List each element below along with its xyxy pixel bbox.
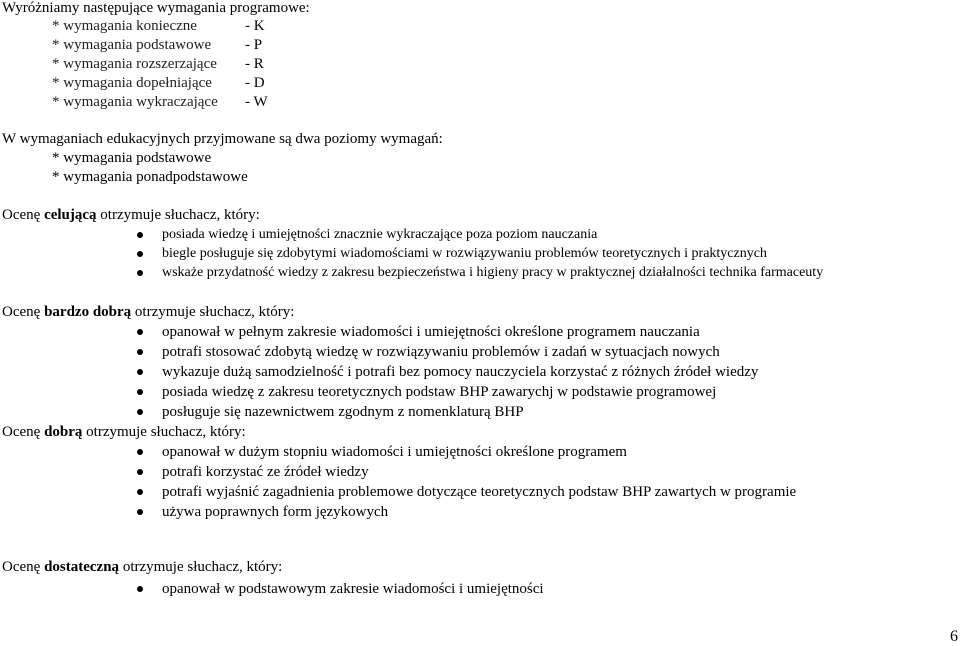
grade-prefix: Ocenę <box>2 559 45 575</box>
list-item: posługuje się nazewnictwem zgodnym z nomenklaturą BHP <box>162 404 524 420</box>
level-name: * wymagania dopełniające <box>52 75 212 91</box>
list-item: posiada wiedzę z zakresu teoretycznych podstaw BHP zawarychj w podstawie programowej <box>162 384 717 400</box>
grade-name: dostateczną <box>44 559 120 575</box>
bullet-icon <box>137 369 143 375</box>
list-item: biegle posługuje się zdobytymi wiadomościami w rozwiązywaniu problemów teoretycznych i praktycznych <box>162 246 767 261</box>
grade-prefix: Ocenę <box>2 207 45 223</box>
list-item: wykazuje dużą samodzielność i potrafi bez pomocy nauczyciela korzystać z różnych źródeł wiedzy <box>162 364 759 380</box>
list-item: posiada wiedzę i umiejętności znacznie wykraczające poza poziom nauczania <box>162 227 598 242</box>
grade-heading-celujaca <box>2 206 260 224</box>
grade-heading-dobra <box>2 423 246 441</box>
grade-name: dobrą <box>44 424 83 440</box>
level-code: - R <box>245 56 264 72</box>
grade-suffix: otrzymuje słuchacz, który: <box>96 207 260 223</box>
level-code: - D <box>245 75 265 91</box>
list-item: potrafi wyjaśnić zagadnienia problemowe dotyczące teoretycznych podstaw BHP zawartych w programie <box>162 484 797 500</box>
grade-heading-dostateczna <box>2 558 282 576</box>
bullet-icon <box>137 586 143 592</box>
level-code: - K <box>245 18 265 34</box>
grade-name: bardzo dobrą <box>44 304 132 320</box>
bullet-icon <box>137 509 143 515</box>
list-item: używa poprawnych form językowych <box>162 504 389 520</box>
bullet-icon <box>137 232 143 238</box>
bullet-icon <box>137 449 143 455</box>
intro-heading: Wyróżniamy następujące wymagania programowe: <box>2 0 310 16</box>
level-name: * wymagania rozszerzające <box>52 56 217 72</box>
bullet-icon <box>137 251 143 257</box>
list-item: opanował w podstawowym zakresie wiadomości i umiejętności <box>162 581 544 597</box>
list-item: wskaże przydatność wiedzy z zakresu bezpieczeństwa i higieny pracy w praktycznej działalności technika farmaceuty <box>162 265 824 280</box>
grade-suffix: otrzymuje słuchacz, który: <box>119 559 283 575</box>
level-name: * wymagania podstawowe <box>52 37 212 53</box>
bullet-icon <box>137 349 143 355</box>
list-item: opanował w dużym stopniu wiadomości i umiejętności określone programem <box>162 444 627 460</box>
grade-suffix: otrzymuje słuchacz, który: <box>131 304 295 320</box>
grade-suffix: otrzymuje słuchacz, który: <box>82 424 246 440</box>
levels2-item: * wymagania podstawowe <box>52 150 212 166</box>
grade-heading-bardzo-dobra <box>2 303 294 321</box>
list-item: potrafi korzystać ze źródeł wiedzy <box>162 464 369 480</box>
levels2-item: * wymagania ponadpodstawowe <box>52 169 248 185</box>
bullet-icon <box>137 409 143 415</box>
bullet-icon <box>137 389 143 395</box>
grade-prefix: Ocenę <box>2 304 45 320</box>
grade-name: celującą <box>44 207 97 223</box>
level-name: * wymagania wykraczające <box>52 94 218 110</box>
bullet-icon <box>137 329 143 335</box>
levels2-heading: W wymaganiach edukacyjnych przyjmowane są dwa poziomy wymagań: <box>2 131 443 147</box>
grade-prefix: Ocenę <box>2 424 45 440</box>
level-name: * wymagania konieczne <box>52 18 197 34</box>
bullet-icon <box>137 489 143 495</box>
bullet-icon <box>137 270 143 276</box>
page-number: 6 <box>950 628 958 645</box>
list-item: potrafi stosować zdobytą wiedzę w rozwiązywaniu problemów i zadań w sytuacjach nowych <box>162 344 720 360</box>
list-item: opanował w pełnym zakresie wiadomości i umiejętności określone programem nauczania <box>162 324 700 340</box>
level-code: - P <box>245 37 263 53</box>
bullet-icon <box>137 469 143 475</box>
level-code: - W <box>245 94 268 110</box>
